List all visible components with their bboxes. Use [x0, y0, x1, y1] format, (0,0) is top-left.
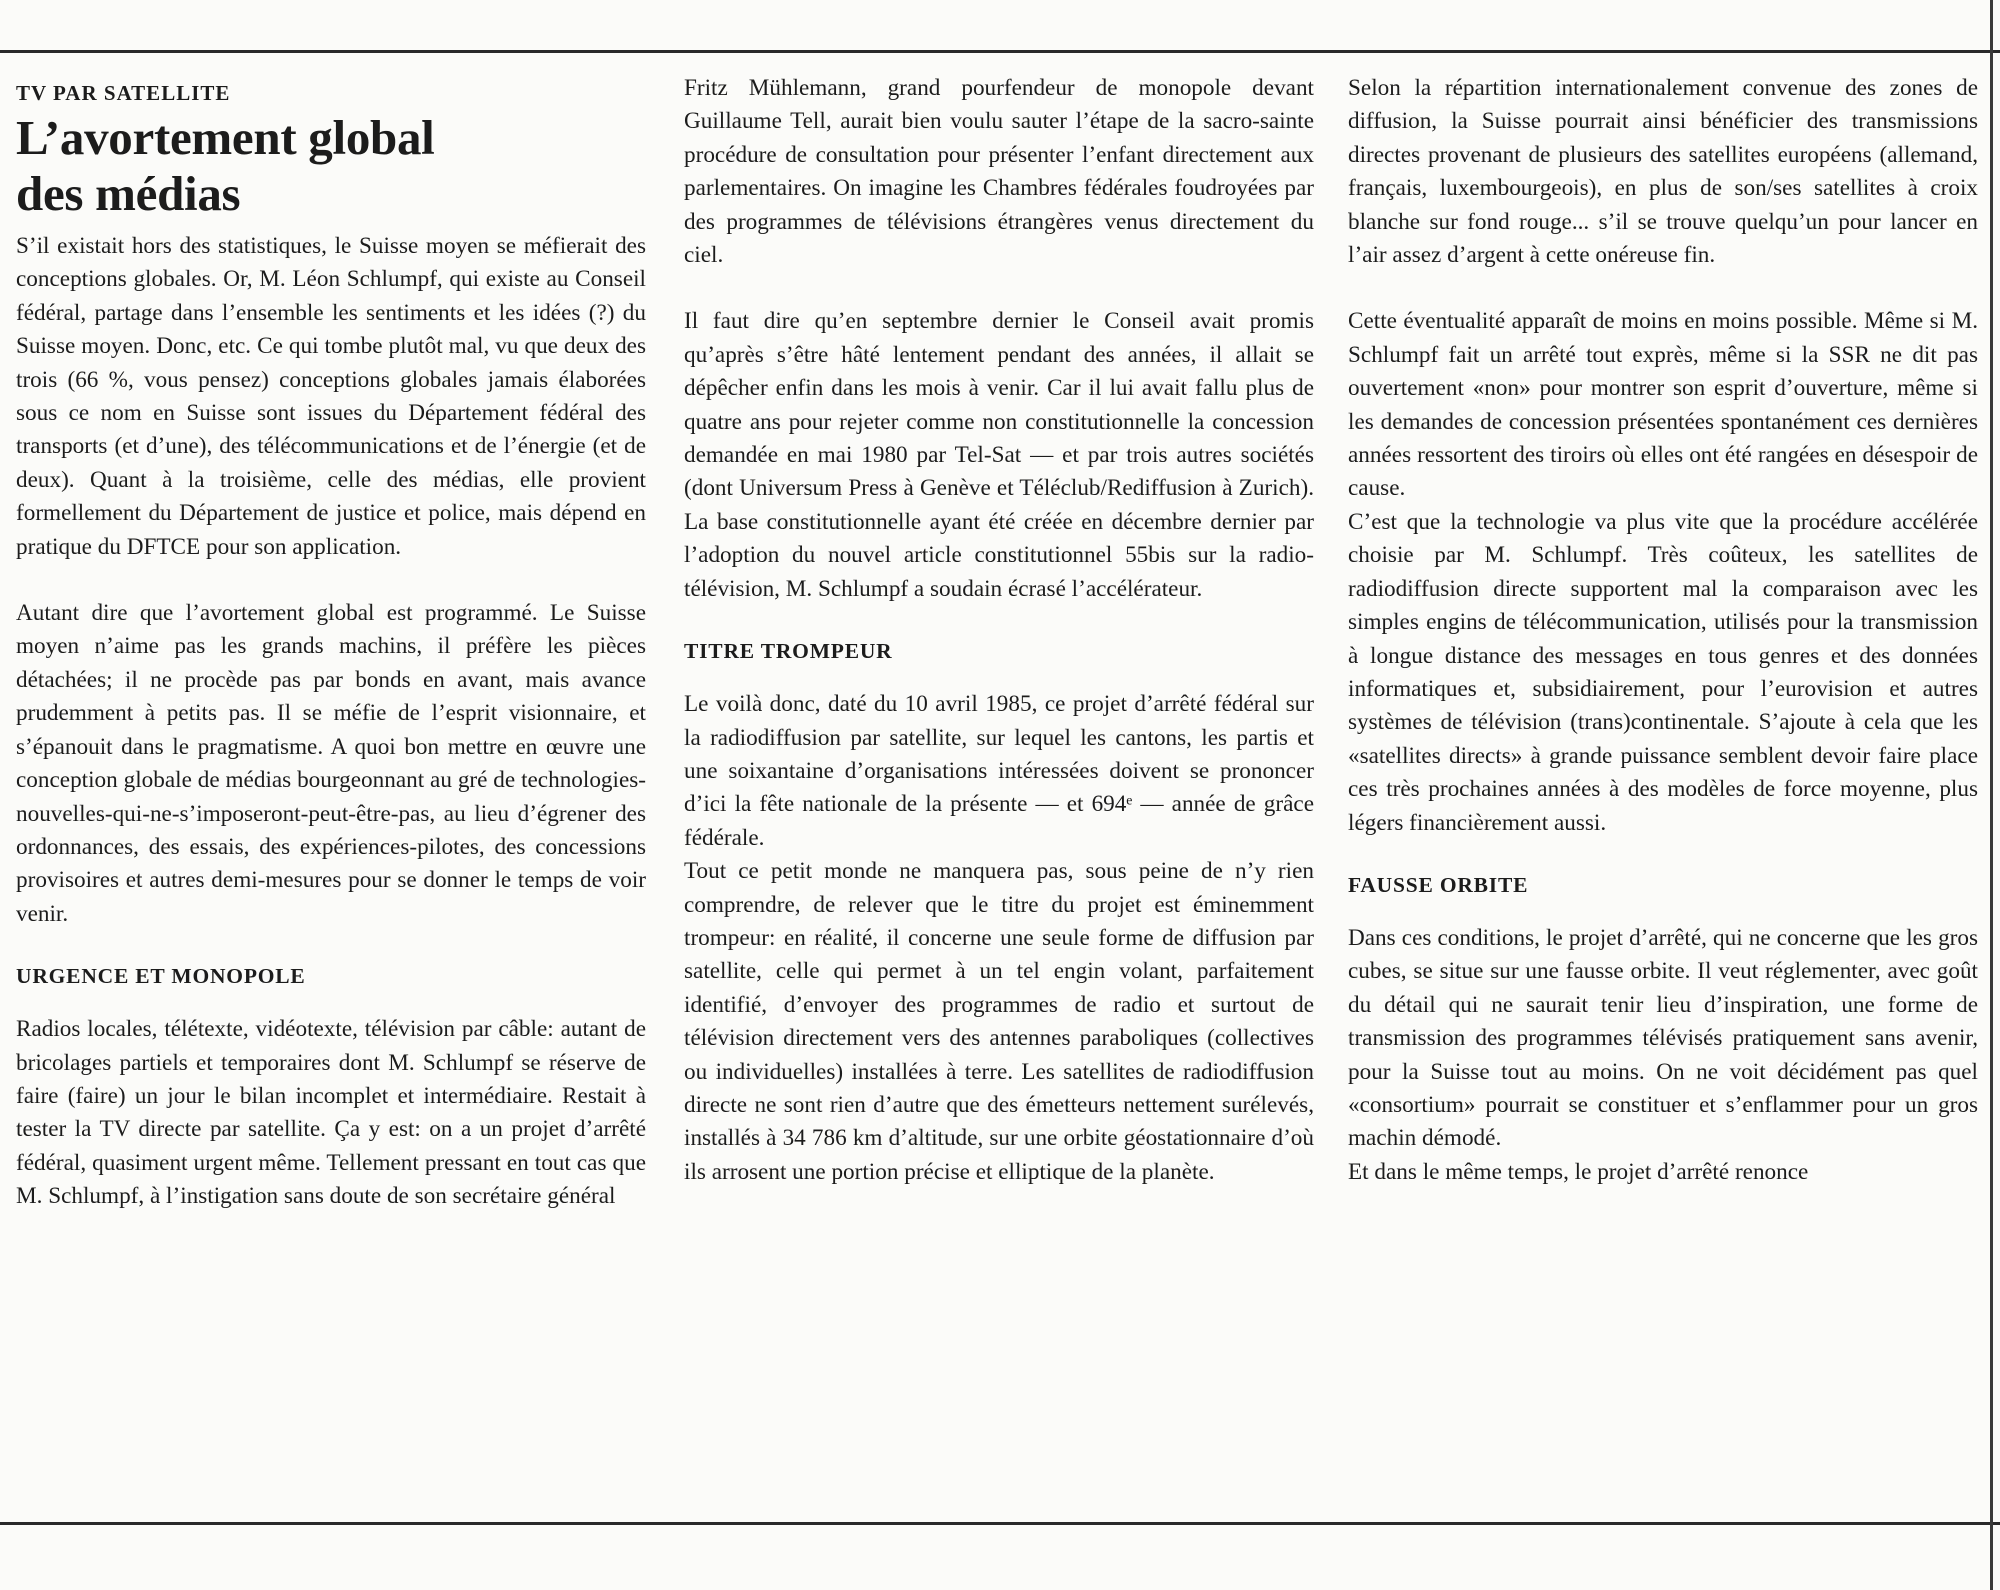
- paragraph: Tout ce petit monde ne manquera pas, sous peine de n’y rien comprendre, de relever que le titre du projet est éminemment trompeur: en réalité, il concerne une seule forme de diffusion par satellite, celle qui permet à un tel engin volant, parfaitement identifié, d’envoyer des programmes de radio et surtout de télévision directement vers des antennes paraboliques (collectives ou individuelles) installées à terre. Les satellites de radiodiffusion directe ne sont rien d’autre que des émetteurs nettement surélevés, installés à 34 786 km d’altitude, sur une orbite géostationnaire d’où ils arrosent une portion précise et elliptique de la planète.: [684, 858, 1314, 1185]
- column-3: [1348, 72, 1978, 1189]
- headline-line-2: des médias: [16, 166, 241, 221]
- paragraph: Autant dire que l’avortement global est programmé. Le Suisse moyen n’aime pas les grands machins, il préfère les pièces détachées; il ne procède pas par bonds en avant, mais avance prudemment à petits pas. Il se méfie de l’esprit visionnaire, et s’épanouit dans le pragmatisme. A quoi bon mettre en œuvre une conception globale de médias bourgeonnant au gré de technologies-nouvelles-qui-ne-s’imposeront-peut-être-pas, au lieu d’égrener des ordonnances, des essais, des expériences-pilotes, des concessions provisoires et autres demi-mesures pour se donner le temps de voir venir.: [16, 600, 646, 927]
- paragraph: Il faut dire qu’en septembre dernier le Conseil avait promis qu’après s’être hâté lentement pendant des années, il allait se dépêcher enfin dans les mois à venir. Car il lui avait fallu plus de quatre ans pour rejeter comme non constitutionnelle la concession demandée en mai 1980 par Tel-Sat — et par trois autres sociétés (dont Universum Press à Genève et Téléclub/Rediffusion à Zurich). La base constitutionnelle ayant été créée en décembre dernier par l’adoption du nouvel article constitutionnel 55bis sur la radio-télévision, M. Schlumpf a soudain écrasé l’accélérateur.: [684, 308, 1314, 602]
- paragraph: Et dans le même temps, le projet d’arrêté renonce: [1348, 1158, 1809, 1185]
- column-2: [684, 72, 1314, 1189]
- subheading: FAUSSE ORBITE: [1348, 872, 1529, 897]
- subheading: URGENCE ET MONOPOLE: [16, 964, 306, 989]
- page-edge: [1990, 0, 1993, 1590]
- paragraph: C’est que la technologie va plus vite que la procédure accélérée choisie par M. Schlumpf. Très coûteux, les satellites de radiodiffusion directe supportent mal la comparaison avec les simples engins de télécommunication, utilisés pour la transmission à longue distance des messages en tous genres et des données informatiques et, subsidiairement, pour l’eurovision et autres systèmes de télévision (trans)continentale. S’ajoute à cela que les «satellites directs» à grande puissance semblent devoir faire place ces très prochaines années à des modèles de force moyenne, plus légers financièrement aussi.: [1348, 508, 1978, 836]
- headline-line-1: L’avortement global: [16, 110, 435, 165]
- bottom-rule: [0, 1522, 2000, 1525]
- subheading: TITRE TROMPEUR: [684, 639, 893, 664]
- section-kicker: TV PAR SATELLITE: [16, 81, 231, 105]
- paragraph: Dans ces conditions, le projet d’arrêté, qui ne concerne que les gros cubes, se situe sur une fausse orbite. Il veut réglementer, avec goût du détail qui ne saurait tenir lieu d’inspiration, une forme de transmission des programmes télévisés pratiquement sans avenir, pour la Suisse tout au moins. On ne voit décidément pas quel «consortium» pourrait se constituer et s’enflammer pour un gros machin démodé.: [1348, 924, 1978, 1152]
- headline: [16, 110, 646, 222]
- paragraph: Selon la répartition internationalement convenue des zones de diffusion, la Suisse pourrait ainsi bénéficier des transmissions directes provenant de plusieurs des satellites européens (allemand, français, luxembourgeois), en plus de son/ses satellites à croix blanche sur fond rouge... s’il se trouve quelqu’un pour lancer en l’air assez d’argent à cette onéreuse fin.: [1348, 75, 1978, 269]
- top-rule: [0, 50, 2000, 53]
- paragraph: Radios locales, télétexte, vidéotexte, télévision par câble: autant de bricolages partiels et temporaires dont M. Schlumpf se réserve de faire (faire) un jour le bilan incomplet et intermédiaire. Restait à tester la TV directe par satellite. Ça y est: on a un projet d’arrêté fédéral, quasiment urgent même. Tellement pressant en tout cas que M. Schlumpf, à l’instigation sans doute de son secrétaire général: [16, 1016, 646, 1210]
- paragraph: Cette éventualité apparaît de moins en moins possible. Même si M. Schlumpf fait un arrêté tout exprès, même si la SSR ne dit pas ouvertement «non» pour montrer son esprit d’ouverture, même si les demandes de concession présentées spontanément ces dernières années ressortent des tiroirs où elles ont été rangées en désespoir de cause.: [1348, 308, 1978, 502]
- column-1: [16, 80, 646, 1214]
- paragraph: S’il existait hors des statistiques, le Suisse moyen se méfierait des conceptions globales. Or, M. Léon Schlumpf, qui existe au Conseil fédéral, partage dans l’ensemble les sentiments et les idées (?) du Suisse moyen. Donc, etc. Ce qui tombe plutôt mal, vu que deux des trois (66 %, vous pensez) conceptions globales jamais élaborées sous ce nom en Suisse sont issues du Département fédéral des transports (et d’une), des télécommunications et de l’énergie (et de deux). Quant à la troisième, celle des médias, elle provient formellement du Département de justice et police, mais dépend en pratique du DFTCE pour son application.: [16, 233, 646, 560]
- paragraph: Fritz Mühlemann, grand pourfendeur de monopole devant Guillaume Tell, aurait bien voulu sauter l’étape de la sacro-sainte procédure de consultation pour présenter l’enfant directement aux parlementaires. On imagine les Chambres fédérales foudroyées par des programmes de télévisions étrangères venus directement du ciel.: [684, 75, 1314, 269]
- paragraph: Le voilà donc, daté du 10 avril 1985, ce projet d’arrêté fédéral sur la radiodiffusion par satellite, sur lequel les cantons, les partis et une soixantaine d’organisations intéressées doivent se prononcer d’ici la fête nationale de la présente — et 694ᵉ — année de grâce fédérale.: [684, 691, 1314, 851]
